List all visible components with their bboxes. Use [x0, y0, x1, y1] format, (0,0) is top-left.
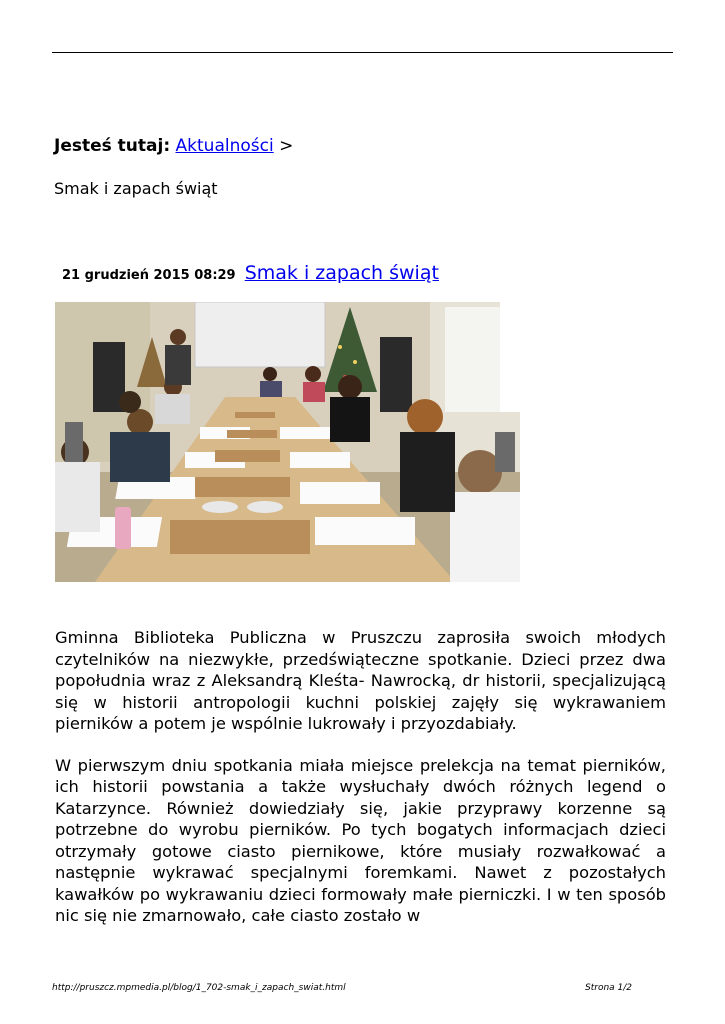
page-title: Smak i zapach świąt — [54, 179, 218, 198]
breadcrumb — [54, 135, 293, 157]
article-photo — [55, 302, 520, 582]
article-body — [55, 627, 666, 947]
breadcrumb-link-aktualnosci[interactable]: Aktualności — [175, 136, 274, 156]
post-title-link[interactable]: Smak i zapach świąt — [244, 262, 439, 284]
post-header — [62, 262, 439, 284]
article-paragraph: W pierwszym dniu spotkania miała miejsce prelekcja na temat pierników, ich historii powstania a także wysłuchały dwóch różnych legend o Katarzynce. Również dowiedziały się, jakie przyprawy korzenne są potrzebne do wyrobu pierników. Po tych bogatych informacjach dzieci otrzymały gotowe ciasto piernikowe, które musiały rozwałkować a następnie wykrawać specjalnymi foremkami. Nawet z pozostałych kawałków po wykrawaniu dzieci formowały małe pierniczki. I w ten sposób nic się nie zmarnowało, całe ciasto zostało w — [55, 755, 666, 925]
breadcrumb-separator: > — [279, 136, 294, 156]
article-paragraph: Gminna Biblioteka Publiczna w Pruszczu zaprosiła swoich młodych czytelników na niezwykłe, przedświąteczne spotkanie. Dzieci przez dwa popołudnia wraz z Aleksandrą Kleśta- Nawrocką, dr historii, specjalizującą się w historii antropologii kuchni polskiej zajęły się wykrawaniem pierników a potem je wspólnie lukrowały i przyozdabiały. — [55, 628, 666, 733]
footer-url: http://pruszcz.mpmedia.pl/blog/1_702-smak_i_zapach_swiat.html — [52, 983, 346, 993]
breadcrumb-label: Jesteś tutaj: — [54, 136, 171, 156]
header-rule — [52, 52, 673, 53]
footer-page-number: Strona 1/2 — [585, 983, 633, 993]
post-date: 21 grudzień 2015 08:29 — [62, 268, 236, 283]
